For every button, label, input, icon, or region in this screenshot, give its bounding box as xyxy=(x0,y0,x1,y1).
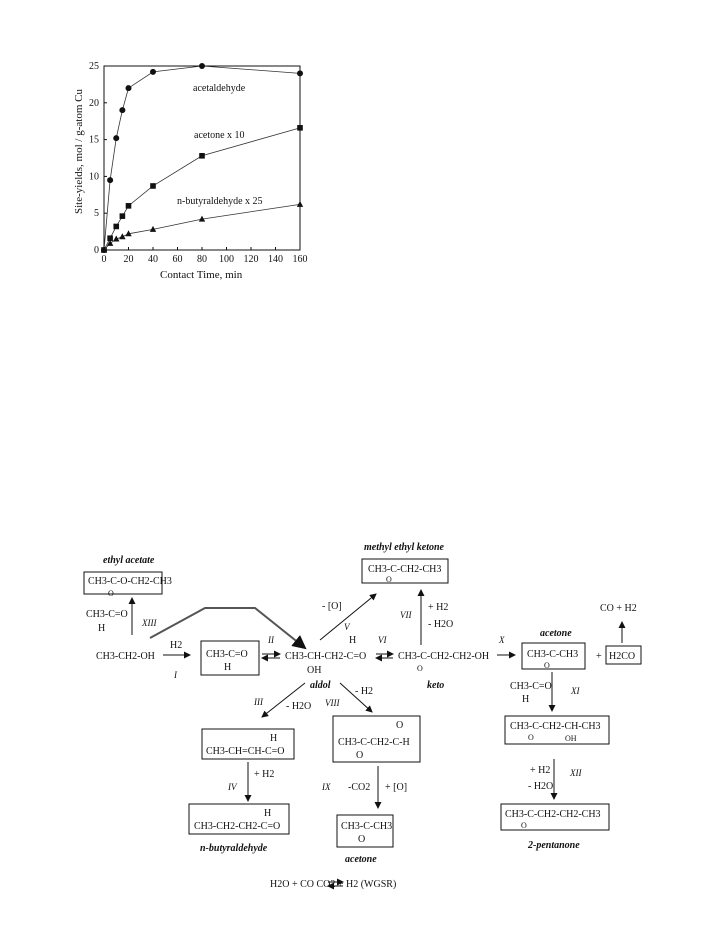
y-tick-label: 0 xyxy=(94,245,99,256)
mek-o: O xyxy=(386,575,392,584)
hydroxyketone-oh: OH xyxy=(565,734,577,743)
hydroxyketone-formula: CH3-C-CH2-CH-CH3 xyxy=(510,721,601,732)
roman-ii: II xyxy=(268,635,274,645)
contact-time-chart xyxy=(0,0,725,300)
data-point xyxy=(126,203,132,209)
ethyl-acetate-formula: CH3-C-O-CH2-CH3 xyxy=(88,576,172,587)
roman-iv: IV xyxy=(228,782,237,792)
crotonaldehyde-h: H xyxy=(270,733,278,744)
acetone-right-title: acetone xyxy=(540,628,572,639)
x-tick-label: 40 xyxy=(148,254,158,265)
x-tick-label: 0 xyxy=(101,254,107,265)
y-tick-label: 25 xyxy=(89,61,99,72)
series-line xyxy=(104,128,300,250)
data-point xyxy=(199,153,205,159)
y-tick-label: 10 xyxy=(89,171,99,183)
acetaldehyde-side-h: H xyxy=(98,623,106,634)
x-tick-label: 120 xyxy=(243,254,259,265)
acetone-right-formula: CH3-C-CH3 xyxy=(527,649,579,660)
reaction-vii-h2o: - H2O xyxy=(428,619,454,630)
x-tick-label: 80 xyxy=(197,254,207,265)
wgsr-equation: H2O + CO CO2 + H2 (WGSR) xyxy=(270,879,397,890)
plus-sign-h2co: + xyxy=(596,651,602,662)
reaction-vii-h2: + H2 xyxy=(428,602,449,613)
data-point xyxy=(120,213,126,219)
keto-o: O xyxy=(417,664,423,673)
h2co-formula: H2CO xyxy=(609,651,636,662)
aldol-h: H xyxy=(349,635,357,646)
series-line xyxy=(104,204,300,250)
roman-i: I xyxy=(174,670,177,680)
reaction-scheme xyxy=(0,520,725,951)
roman-xi: XI xyxy=(571,686,580,696)
x-tick-label: 20 xyxy=(123,254,134,265)
data-point xyxy=(119,107,125,113)
data-point xyxy=(199,63,205,69)
roman-xii: XII xyxy=(570,768,582,778)
acetaldehyde-h: H xyxy=(224,662,232,673)
butyraldehyde-formula: CH3-CH2-CH2-C=O xyxy=(194,821,281,832)
aldol-oh: OH xyxy=(307,665,322,676)
y-tick-label: 5 xyxy=(94,208,99,220)
data-point xyxy=(113,135,119,141)
pentanone-formula: CH3-C-CH2-CH2-CH3 xyxy=(505,809,601,820)
reaction-ix-o: + [O] xyxy=(385,782,408,793)
data-point xyxy=(297,125,303,131)
co-h2: CO + H2 xyxy=(600,603,637,614)
roman-x: X xyxy=(499,635,505,645)
mek-title: methyl ethyl ketone xyxy=(364,542,444,553)
acetone-bottom-formula: CH3-C-CH3 xyxy=(341,821,393,832)
reaction-ix-co2: -CO2 xyxy=(348,782,371,793)
roman-vii: VII xyxy=(400,610,412,620)
roman-vi: VI xyxy=(378,635,387,645)
mek-formula: CH3-C-CH2-CH3 xyxy=(368,564,442,575)
crotonaldehyde-formula: CH3-CH=CH-C=O xyxy=(206,746,285,757)
roman-iii: III xyxy=(254,697,263,707)
x-tick-label: 160 xyxy=(292,254,308,265)
ketoaldehyde-top-o: O xyxy=(396,720,404,731)
roman-xiii: XIII xyxy=(142,618,157,628)
acetone-bottom-name: acetone xyxy=(345,854,377,865)
data-point xyxy=(297,70,303,76)
x-axis-label: Contact Time, min xyxy=(160,269,243,281)
acetaldehyde-xi-formula: CH3-C=O xyxy=(510,681,552,692)
acetaldehyde-formula: CH3-C=O xyxy=(206,649,248,660)
roman-viii: VIII xyxy=(325,698,340,708)
reaction-v-o: - [O] xyxy=(322,601,342,612)
roman-v: V xyxy=(344,622,350,632)
hydroxyketone-o: O xyxy=(528,733,534,742)
x-tick-label: 140 xyxy=(268,254,283,265)
ketoaldehyde-bottom-o: O xyxy=(356,750,364,761)
series-label-acetaldehyde: acetaldehyde xyxy=(193,83,246,94)
y-tick-label: 20 xyxy=(89,97,99,109)
butyraldehyde-h: H xyxy=(264,808,272,819)
roman-ix: IX xyxy=(322,782,331,792)
keto-name: keto xyxy=(427,680,445,691)
series-label-butyraldehyde: n-butyraldehyde x 25 xyxy=(177,196,263,207)
data-point xyxy=(150,183,156,189)
keto-formula: CH3-C-CH2-CH2-OH xyxy=(398,651,490,662)
x-tick-label: 60 xyxy=(172,254,183,265)
reaction-viii-h2: - H2 xyxy=(355,686,374,697)
data-point xyxy=(107,177,113,183)
data-point xyxy=(150,69,156,75)
reaction-iii-h2o: - H2O xyxy=(286,701,312,712)
pentanone-name: 2-pentanone xyxy=(528,840,580,851)
ethanol-formula: CH3-CH2-OH xyxy=(96,651,155,662)
ethyl-acetate-title: ethyl acetate xyxy=(103,555,155,566)
data-point xyxy=(113,224,119,230)
x-tick-label: 100 xyxy=(219,254,234,265)
y-tick-label: 15 xyxy=(89,134,99,146)
series-label-acetone: acetone x 10 xyxy=(194,130,245,141)
ethyl-acetate-o: O xyxy=(108,589,114,598)
aldol-name: aldol xyxy=(310,680,331,691)
ketoaldehyde-formula: CH3-C-CH2-C-H xyxy=(338,737,410,748)
y-axis-label: Site-yields, mol / g-atom Cu xyxy=(73,89,85,214)
data-point xyxy=(297,201,303,207)
aldol-formula: CH3-CH-CH2-C=O xyxy=(285,651,367,662)
acetone-right-o: O xyxy=(544,661,550,670)
reaction-iv-h2: + H2 xyxy=(254,769,275,780)
butyraldehyde-name: n-butyraldehyde xyxy=(200,843,268,854)
data-point xyxy=(119,233,125,239)
pentanone-o: O xyxy=(521,821,527,830)
reaction-xii-h2o: - H2O xyxy=(528,781,554,792)
acetaldehyde-xi-h: H xyxy=(522,694,530,705)
acetone-bottom-o: O xyxy=(358,834,366,845)
acetaldehyde-side-formula: CH3-C=O xyxy=(86,609,128,620)
data-point xyxy=(126,85,132,91)
reaction-xii-h2: + H2 xyxy=(530,765,551,776)
reaction-i-h2: H2 xyxy=(170,640,183,651)
